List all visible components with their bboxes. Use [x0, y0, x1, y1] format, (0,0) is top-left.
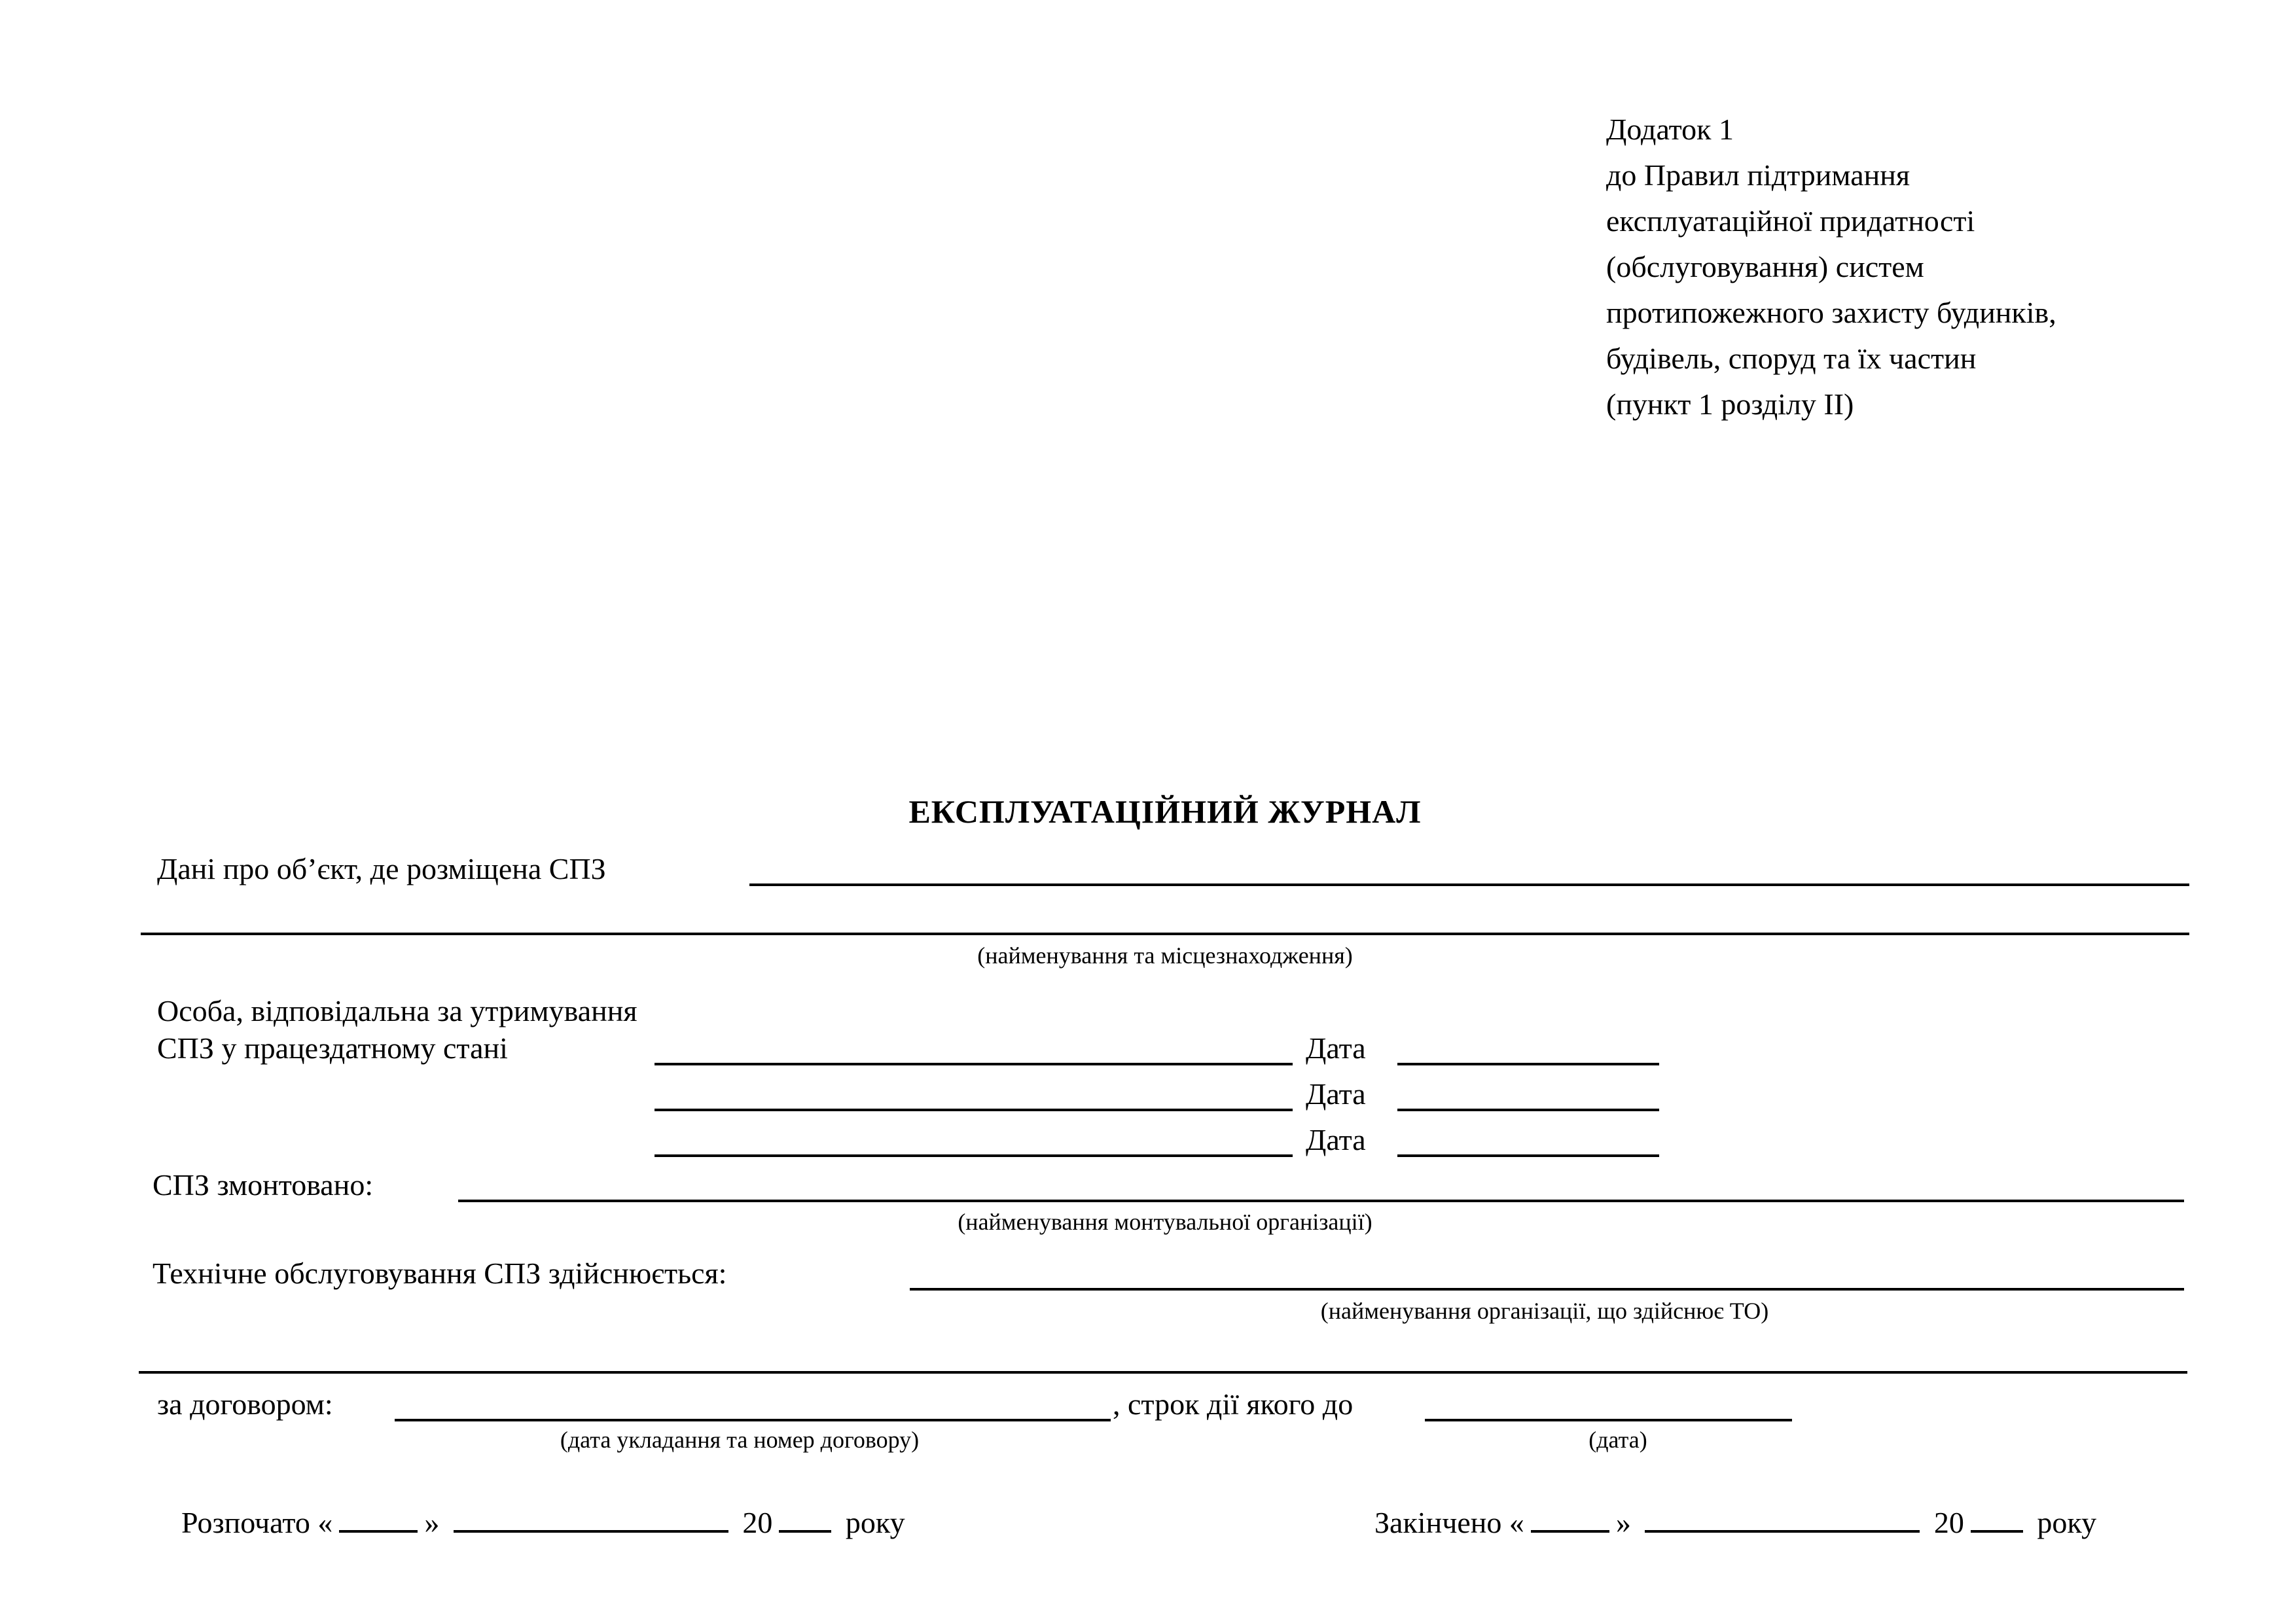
- appendix-line: (обслуговування) систем: [1606, 250, 1924, 283]
- contract-date-caption: (дата): [1588, 1427, 1647, 1453]
- appendix-line: експлуатаційної придатності: [1606, 204, 1975, 238]
- close-quote: »: [1615, 1506, 1631, 1539]
- started-year-fill-line: [779, 1500, 831, 1533]
- maintenance-org-fill-line: [910, 1288, 2184, 1291]
- date-fill-line: [1397, 1063, 1659, 1065]
- year-suffix: року: [2037, 1506, 2097, 1539]
- installed-label: СПЗ змонтовано:: [152, 1168, 374, 1202]
- date-fill-line: [1397, 1154, 1659, 1157]
- installer-fill-line: [458, 1200, 2184, 1202]
- finished-year-fill-line: [1971, 1500, 2023, 1533]
- open-quote: «: [1509, 1506, 1524, 1539]
- finished-row: [1374, 1500, 2096, 1541]
- started-row: [181, 1500, 905, 1541]
- year-prefix: 20: [742, 1506, 773, 1539]
- started-month-fill-line: [454, 1500, 728, 1533]
- responsible-name-fill-line: [655, 1154, 1293, 1157]
- started-label: Розпочато: [181, 1506, 310, 1539]
- contract-fill-line: [395, 1419, 1111, 1421]
- contract-label: за договором:: [157, 1387, 333, 1421]
- responsible-person-label-line2: СПЗ у працездатному стані: [157, 1031, 508, 1065]
- finished-label: Закінчено: [1374, 1506, 1502, 1539]
- year-suffix: року: [845, 1506, 905, 1539]
- finished-month-fill-line: [1645, 1500, 1920, 1533]
- contract-caption: (дата укладання та номер договору): [560, 1427, 920, 1453]
- object-info-label: Дані про об’єкт, де розміщена СПЗ: [157, 852, 606, 885]
- maintenance-org-fill-line-2: [139, 1371, 2187, 1374]
- finished-day-fill-line: [1531, 1500, 1609, 1533]
- responsible-name-fill-line: [655, 1063, 1293, 1065]
- object-info-fill-line: [749, 883, 2189, 886]
- contract-term-fill-line: [1425, 1419, 1792, 1421]
- maintenance-caption: (найменування організації, що здійснює ТО): [1320, 1298, 1769, 1324]
- close-quote: »: [424, 1506, 440, 1539]
- responsible-name-fill-line: [655, 1109, 1293, 1111]
- appendix-line: до Правил підтримання: [1606, 158, 1910, 192]
- responsible-person-label-line1: Особа, відповідальна за утримування: [157, 994, 637, 1027]
- maintenance-label: Технічне обслуговування СПЗ здійснюється:: [152, 1257, 727, 1290]
- year-prefix: 20: [1933, 1506, 1964, 1539]
- contract-term-label: , строк дії якого до: [1113, 1387, 1354, 1421]
- date-fill-line: [1397, 1109, 1659, 1111]
- document-title: ЕКСПЛУАТАЦІЙНИЙ ЖУРНАЛ: [908, 793, 1422, 830]
- object-info-caption: (найменування та місцезнаходження): [977, 942, 1353, 969]
- installer-caption: (найменування монтувальної організації): [958, 1209, 1372, 1235]
- date-label: Дата: [1306, 1123, 1366, 1156]
- started-day-fill-line: [339, 1500, 418, 1533]
- open-quote: «: [317, 1506, 333, 1539]
- object-info-fill-line-2: [141, 933, 2189, 935]
- appendix-line: (пункт 1 розділу II): [1606, 387, 1854, 421]
- appendix-block: [1606, 107, 2056, 427]
- appendix-line: протипожежного захисту будинків,: [1606, 296, 2056, 329]
- appendix-line: будівель, споруд та їх частин: [1606, 342, 1977, 375]
- appendix-line: Додаток 1: [1606, 113, 1734, 146]
- date-label: Дата: [1306, 1077, 1366, 1111]
- date-label: Дата: [1306, 1031, 1366, 1065]
